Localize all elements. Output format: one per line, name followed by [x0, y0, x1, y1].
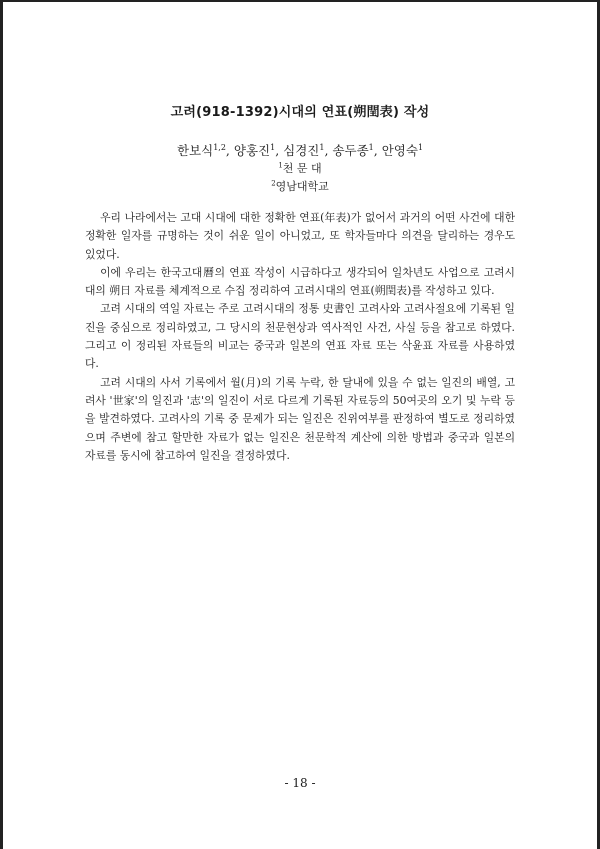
affiliation-name: 영남대학교: [275, 180, 329, 193]
author-affil-mark: 1: [270, 142, 276, 152]
author-affil-mark: 1: [368, 142, 374, 152]
affiliation: [0, 160, 600, 176]
author-list: 한보식$^{1,2}$, 양홍진$^1$, 심경진$^1$, 송두종$^1$, 안영숙$^1$: [176, 142, 424, 158]
author-name: 송두종: [332, 143, 369, 158]
author-affil-mark: 1,2: [213, 142, 226, 152]
page-number: - 18 -: [284, 776, 316, 790]
affiliation-mark: 2: [271, 179, 276, 188]
author-affil-mark: 1: [319, 142, 325, 152]
abstract-body: [85, 209, 515, 465]
affiliation-mark: 1: [278, 161, 283, 170]
author-name: 양홍진: [233, 143, 271, 158]
body-paragraph: 고려 시대의 사서 기록에서 월(月)의 기록 누락, 한 달내에 있을 수 없는 일진의 배열, 고려사 '世家'의 일진과 '志'의 일진이 서로 다르게 기록된 자료등의 50여곳의 오기 및 누락 등을 발견하였다. 고려사의 기록 중 문제가 되는 일진은 진위여부를 판정하여 별도로 정리하였으며 주변에 참고 할만한 자료가 없는 일진은 천문학적 계산에 의한 방법과 중국과 일본의 자료를 동시에 참고하여 일진을 결정하였다.: [85, 375, 515, 462]
author-name: 안영숙: [381, 143, 418, 158]
scan-edge-left: [0, 0, 3, 849]
author-name: 심경진: [283, 143, 320, 158]
scan-edge-top: [0, 0, 600, 2]
body-paragraph: 우리 나라에서는 고대 시대에 대한 정확한 연표(年表)가 없어서 과거의 어떤 사건에 대한 정확한 일자를 규명하는 것이 쉬운 일이 아니었고, 또 학자들마다 의견을 달리하는 경우도 있었다.: [85, 211, 515, 261]
body-paragraph: 이에 우리는 한국고대曆의 연표 작성이 시급하다고 생각되어 일차년도 사업으로 고려시대의 朔日 자료를 체계적으로 수집 정리하여 고려시대의 연표(朔閏表)를 작성하고 있다.: [85, 265, 515, 298]
paper-title: 고려(918-1392)시대의 연표(朔閏表) 작성: [170, 105, 430, 120]
affiliation: [0, 178, 600, 194]
author-name: 한보식: [176, 143, 214, 158]
body-paragraph: 고려 시대의 역일 자료는 주로 고려시대의 정통 史書인 고려사와 고려사절요에 기록된 일진을 중심으로 정리하였고, 그 당시의 천문현상과 역사적인 사건, 사실 등을 참고로 하였다. 그리고 이 정리된 자료들의 비교는 중국과 일본의 연표 자료 또는 삭윤표 자료를 사용하였다.: [85, 302, 515, 371]
author-affil-mark: 1: [417, 142, 424, 152]
affiliation-name: 천 문 대: [282, 162, 322, 175]
